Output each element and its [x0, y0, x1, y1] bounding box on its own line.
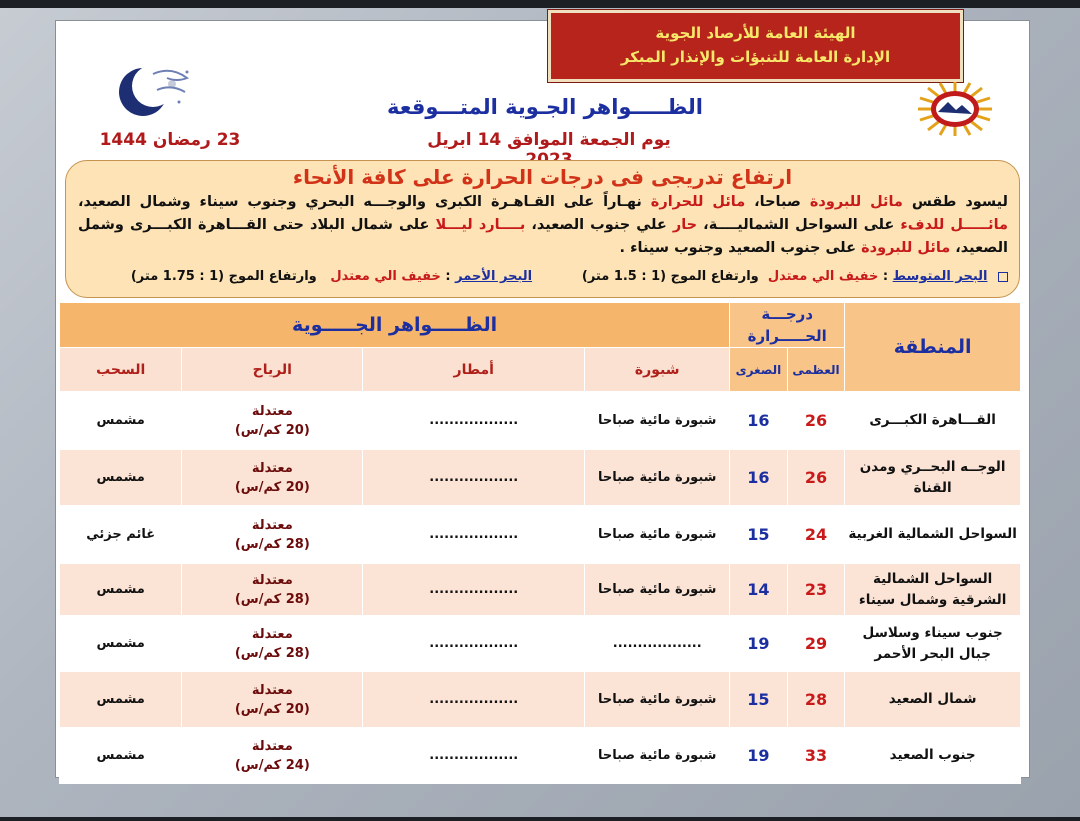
- wind-strength: معتدلة: [251, 403, 293, 419]
- mediterranean-label: البحر المتوسط: [892, 269, 988, 284]
- bottom-bar: [0, 817, 1080, 821]
- summary-part: على شمال البلاد حتى القـــاهرة الكبـــرى وشمل الصعيد،: [78, 217, 1008, 256]
- temperature-header-line-1: درجـــة: [761, 305, 814, 323]
- summary-part: ليسود طقس: [902, 194, 1008, 210]
- rain-cell: ..................: [363, 506, 585, 564]
- region-cell: جنوب الصعيد: [845, 728, 1021, 784]
- temperature-header-line-2: الحـــــرارة: [747, 327, 827, 345]
- red-sea-wave: وارتفاع الموج (1 : 1.75 متر): [130, 269, 317, 284]
- wind-cell: [182, 728, 363, 784]
- summary-part: على السواحل الشماليــــة،: [697, 217, 901, 233]
- rain-cell: ..................: [363, 564, 585, 616]
- ramadan-kareem-logo: [117, 60, 205, 120]
- wind-cell: [182, 564, 363, 616]
- wind-cell: [182, 450, 363, 506]
- table-row: [60, 506, 1021, 564]
- ema-logo: [910, 78, 1000, 140]
- wind-header: الرياح: [182, 348, 363, 392]
- min-temp-cell: 16: [730, 450, 788, 506]
- wind-cell: [182, 392, 363, 450]
- wind-speed: (20 كم/س): [234, 422, 310, 438]
- table-row: [60, 392, 1021, 450]
- page-title: الظـــــواهر الجـوية المتـــوقعة: [387, 95, 703, 119]
- fog-cell: ..................: [585, 616, 730, 672]
- wind-strength: معتدلة: [251, 460, 293, 476]
- min-temp-cell: 19: [730, 616, 788, 672]
- min-temp-cell: 16: [730, 392, 788, 450]
- summary-highlight: مائـــــل للدفء: [900, 217, 1009, 233]
- checkbox-square-icon: [998, 272, 1008, 282]
- summary-highlight: مائل للبرودة: [861, 240, 951, 256]
- sea-state-line: البحر المتوسط : خفيف الي معتدل وارتفاع الموج (1 : 1.5 متر) البحر الأحمر : خفيف الي معتدل وارتفاع الموج (1 : 1.75 متر): [78, 269, 1008, 284]
- wind-speed: (28 كم/س): [234, 536, 310, 552]
- mediterranean-state: خفيف الي معتدل: [767, 269, 879, 284]
- table-row: [60, 564, 1021, 616]
- cloud-cell: مشمس: [60, 392, 182, 450]
- fog-cell: شبورة مائية صباحا: [585, 506, 730, 564]
- cloud-cell: غائم جزئي: [60, 506, 182, 564]
- wind-cell: [182, 616, 363, 672]
- wind-speed: (28 كم/س): [234, 591, 310, 607]
- wind-speed: (24 كم/س): [234, 757, 310, 773]
- max-temp-cell: 28: [787, 672, 845, 728]
- rain-cell: ..................: [363, 450, 585, 506]
- fog-cell: شبورة مائية صباحا: [585, 450, 730, 506]
- fog-cell: شبورة مائية صباحا: [585, 564, 730, 616]
- rain-header: أمطار: [363, 348, 585, 392]
- cloud-header: السحب: [60, 348, 182, 392]
- cloud-cell: مشمس: [60, 564, 182, 616]
- org-line-2: الإدارة العامة للتنبؤات والإنذار المبكر: [620, 48, 891, 66]
- max-temp-cell: 26: [787, 392, 845, 450]
- max-temp-cell: 26: [787, 450, 845, 506]
- summary-part: علي جنوب الصعيد،: [525, 217, 673, 233]
- max-temp-cell: 23: [787, 564, 845, 616]
- min-temp-cell: 15: [730, 506, 788, 564]
- wind-strength: معتدلة: [251, 738, 293, 754]
- region-cell: شمال الصعيد: [845, 672, 1021, 728]
- summary-box: [65, 160, 1020, 298]
- min-temp-header: الصغرى: [730, 348, 788, 392]
- table-row: [60, 616, 1021, 672]
- fog-header: شبورة: [585, 348, 730, 392]
- rain-cell: ..................: [363, 392, 585, 450]
- fog-cell: شبورة مائية صباحا: [585, 672, 730, 728]
- table-row: [60, 728, 1021, 784]
- summary-part: على جنوب الصعيد وجنوب سيناء .: [619, 240, 862, 256]
- rain-cell: ..................: [363, 672, 585, 728]
- wind-strength: معتدلة: [251, 682, 293, 698]
- max-temp-cell: 24: [787, 506, 845, 564]
- region-cell: جنوب سيناء وسلاسل جبال البحر الأحمر: [845, 616, 1021, 672]
- wind-speed: (28 كم/س): [234, 645, 310, 661]
- max-temp-cell: 29: [787, 616, 845, 672]
- organization-banner: [548, 10, 963, 82]
- fog-cell: شبورة مائية صباحا: [585, 392, 730, 450]
- wind-strength: معتدلة: [251, 572, 293, 588]
- hijri-date: 23 رمضان 1444: [99, 130, 241, 150]
- wind-speed: (20 كم/س): [234, 479, 310, 495]
- region-cell: القـــاهرة الكبـــرى: [845, 392, 1021, 450]
- forecast-table: [59, 302, 1021, 784]
- red-sea-state: خفيف الي معتدل: [330, 269, 441, 284]
- summary-highlight: بــــارد ليـــلا: [435, 217, 526, 233]
- gregorian-date: يوم الجمعة الموافق 14 ابريل: [427, 130, 671, 150]
- wind-cell: [182, 506, 363, 564]
- wind-speed: (20 كم/س): [234, 701, 310, 717]
- summary-part: نهـاراً على القـاهـرة الكبرى والوجـــه البحري وجنوب سيناء وشمال الصعيد،: [78, 194, 651, 210]
- wind-strength: معتدلة: [251, 626, 293, 642]
- region-cell: السواحل الشمالية الغربية: [845, 506, 1021, 564]
- cloud-cell: مشمس: [60, 672, 182, 728]
- region-cell: الوجــه البحــري ومدن القناة: [845, 450, 1021, 506]
- red-sea-label: البحر الأحمر: [455, 269, 533, 284]
- summary-part: صباحا،: [745, 194, 810, 210]
- summary-highlight: حار: [672, 217, 698, 233]
- region-header: المنطقة: [845, 303, 1021, 392]
- table-row: [60, 672, 1021, 728]
- min-temp-cell: 14: [730, 564, 788, 616]
- table-row: [60, 450, 1021, 506]
- min-temp-cell: 19: [730, 728, 788, 784]
- mediterranean-wave: وارتفاع الموج (1 : 1.5 متر): [581, 269, 759, 284]
- max-temp-header: العظمى: [787, 348, 845, 392]
- cloud-cell: مشمس: [60, 616, 182, 672]
- wind-cell: [182, 672, 363, 728]
- temperature-header: [730, 303, 845, 348]
- wind-strength: معتدلة: [251, 517, 293, 533]
- rain-cell: ..................: [363, 728, 585, 784]
- phenomena-header: الظـــــواهر الجـــــوية: [60, 303, 730, 348]
- fog-cell: شبورة مائية صباحا: [585, 728, 730, 784]
- min-temp-cell: 15: [730, 672, 788, 728]
- cloud-cell: مشمس: [60, 450, 182, 506]
- summary-highlight: مائل للبرودة: [809, 194, 903, 210]
- summary-text: [78, 191, 1008, 260]
- region-cell: السواحل الشمالية الشرقية وشمال سيناء: [845, 564, 1021, 616]
- top-bar: [0, 0, 1080, 8]
- cloud-cell: مشمس: [60, 728, 182, 784]
- summary-headline: ارتفاع تدريجى فى درجات الحرارة على كافة الأنحاء: [292, 165, 793, 189]
- max-temp-cell: 33: [787, 728, 845, 784]
- org-line-1: الهيئة العامة للأرصاد الجوية: [655, 24, 856, 42]
- rain-cell: ..................: [363, 616, 585, 672]
- summary-highlight: مائل للحرارة: [650, 194, 746, 210]
